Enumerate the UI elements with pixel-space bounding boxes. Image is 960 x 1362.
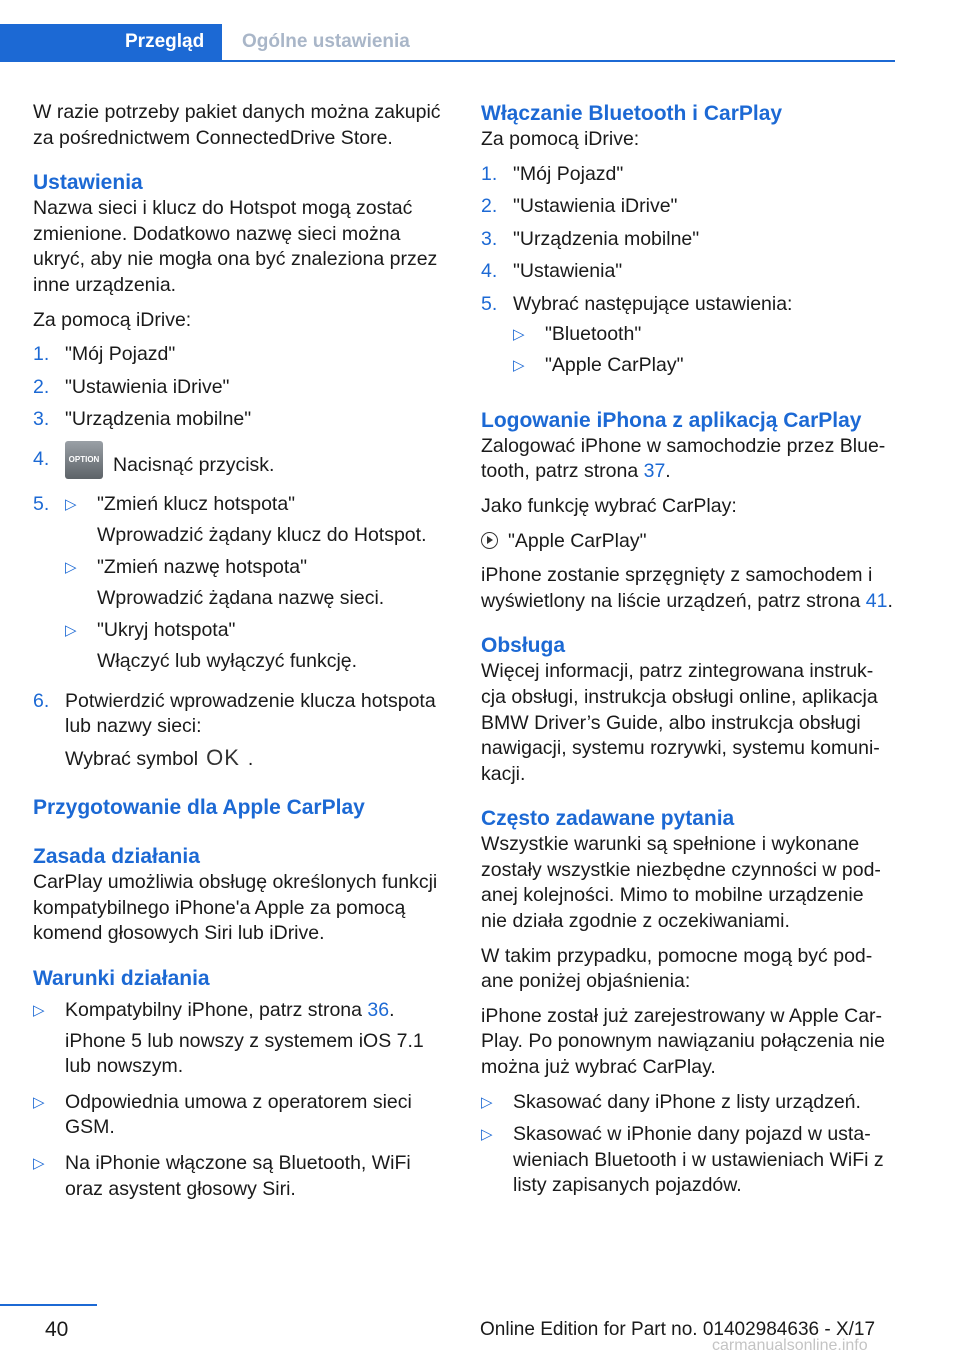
sub-item-text: "Apple CarPlay" (545, 354, 684, 377)
login-text-3 (481, 529, 895, 555)
sub-item (513, 353, 895, 379)
list-item (481, 1122, 895, 1199)
list-item (481, 194, 895, 220)
page-link-37[interactable]: 37 (643, 460, 666, 483)
faq-item-text: Skasować w iPhonie dany pojazd w usta‐wieniach Bluetooth i w ustawieniach WiFi z listy zapisanych pojazdów. (513, 1123, 884, 1197)
step-text: "Mój Pojazd" (65, 343, 176, 366)
list-item (33, 492, 451, 682)
tab-general-settings[interactable]: Ogólne ustawienia (242, 31, 410, 52)
triangle-bullet-icon: ▷ (513, 357, 525, 375)
login-text: iPhone zostanie sprzęgnięty z samochodem i wyświetlony na liście urządzeń, patrz strona (481, 564, 873, 612)
triangle-bullet-icon: ▷ (33, 1002, 45, 1020)
condition-text: Odpowiednia umowa z operatorem sieci GSM. (65, 1090, 412, 1139)
bluetooth-heading: Włączanie Bluetooth i CarPlay (481, 102, 783, 125)
sub-item-note: Wprowadzić żądana nazwę sieci. (97, 586, 385, 609)
tab-overview[interactable]: Przegląd (0, 24, 222, 60)
list-item (33, 1151, 451, 1202)
list-item (33, 447, 451, 485)
step-text: "Ustawienia" (513, 260, 623, 283)
operation-text: Więcej informacji, patrz zintegrowana instruk‐cja obsługi, instrukcja obsługi online, aplikacja BMW Driver’s Guide, albo instrukcja obsługi nawigacji, systemu rozrywki, systemu komuni‐kacji. (481, 660, 880, 785)
faq-text-2: W takim przypadku, pomocne mogą być pod‐ane poniżej objaśnienia: (481, 944, 873, 993)
login-text-1 (481, 434, 895, 485)
triangle-bullet-icon: ▷ (513, 325, 525, 343)
sub-item-note: Wprowadzić żądany klucz do Hotspot. (97, 523, 427, 546)
triangle-bullet-icon: ▷ (65, 495, 77, 513)
left-column (33, 100, 451, 1210)
page-number: 40 (45, 1318, 69, 1341)
list-item (33, 342, 451, 368)
sub-item-text: "Ukryj hotspota" (97, 619, 236, 642)
faq-text-1: Wszystkie warunki są spełnione i wykonane zostały wszystkie niezbędne czynności w pod‐anej kolejności. Mimo to mobilne urządzenie nie działa zgodnie z oczekiwaniami. (481, 833, 881, 933)
condition-note: iPhone 5 lub nowszy z systemem iOS 7.1 lub nowszym. (65, 1029, 424, 1078)
triangle-bullet-icon: ▷ (65, 559, 77, 577)
login-heading: Logowanie iPhona z aplikacją CarPlay (481, 408, 862, 432)
sub-item (65, 618, 451, 674)
step-number: 3. (33, 408, 50, 431)
watermark: carmanualsonline.info (712, 1337, 868, 1354)
ok-symbol-icon: OK (206, 744, 240, 770)
play-circle-icon (481, 532, 498, 549)
sub-item (65, 492, 451, 548)
principle-text: CarPlay umożliwia obsługę określonych funkcji kompatybilnego iPhone'a Apple za pomocą komend głosowych Siri lub iDrive. (33, 871, 438, 945)
sub-item-text: "Zmień klucz hotspota" (97, 492, 296, 515)
step-text: "Ustawienia iDrive" (65, 375, 230, 398)
step-text: Nacisnąć przycisk. (113, 454, 275, 477)
list-item (481, 259, 895, 285)
step-note: Wybrać symbol (65, 747, 199, 770)
sub-item (65, 555, 451, 611)
sub-item-text: "Bluetooth" (545, 322, 642, 345)
right-column (481, 100, 895, 1207)
list-item (33, 689, 451, 773)
list-item (33, 1090, 451, 1141)
settings-steps (33, 342, 451, 772)
faq-text-3: iPhone został już zarejestrowany w Apple Car‐Play. Po ponownym nawiązaniu połączenia nie można już wybrać CarPlay. (481, 1004, 885, 1079)
sub-item-text: "Zmień nazwę hotspota" (97, 556, 308, 579)
carplay-prep-heading: Przygotowanie dla Apple CarPlay (33, 796, 365, 820)
header-rule (0, 60, 895, 62)
step-note-end: . (247, 747, 254, 770)
step-number: 1. (481, 162, 498, 185)
page-link-41[interactable]: 41 (865, 589, 888, 612)
list-item (33, 998, 451, 1080)
triangle-bullet-icon: ▷ (33, 1093, 45, 1111)
login-text-end: . (665, 460, 671, 483)
sub-item-note: Włączyć lub wyłączyć funkcję. (97, 649, 358, 672)
step-text: Potwierdzić wprowadzenie klucza hotspota lub nazwy sieci: (65, 689, 436, 738)
bluetooth-via: Za pomocą iDrive: (481, 128, 640, 150)
step-number: 4. (33, 447, 50, 470)
login-option: "Apple CarPlay" (508, 529, 647, 552)
conditions-list (33, 998, 451, 1202)
intro-text: W razie potrzeby pakiet danych można zakupić za pośrednictwem ConnectedDrive Store. (33, 101, 441, 149)
faq-item-text: Skasować dany iPhone z listy urządzeń. (513, 1090, 861, 1113)
step-text: "Urządzenia mobilne" (65, 408, 252, 431)
settings-heading: Ustawienia (33, 171, 143, 195)
login-text-end: . (887, 589, 893, 612)
step-text: "Urządzenia mobilne" (513, 227, 700, 250)
faq-list (481, 1090, 895, 1199)
faq-heading: Często zadawane pytania (481, 807, 735, 831)
bluetooth-steps (481, 162, 895, 389)
triangle-bullet-icon: ▷ (33, 1155, 45, 1173)
step-number: 5. (33, 492, 50, 515)
triangle-bullet-icon: ▷ (481, 1126, 493, 1144)
step-number: 4. (481, 260, 498, 283)
list-item (481, 1090, 895, 1116)
edition-text: Online Edition for Part no. 01402984636 - X/17 (480, 1319, 876, 1340)
step-number: 2. (33, 375, 50, 398)
triangle-bullet-icon: ▷ (481, 1093, 493, 1111)
login-text: Zalogować iPhone w samochodzie przez Blue‐tooth, patrz strona (481, 434, 886, 483)
condition-end: . (389, 999, 395, 1022)
step-number: 6. (33, 689, 50, 712)
login-text-4 (481, 563, 895, 614)
settings-via: Za pomocą iDrive: (33, 308, 192, 331)
conditions-heading: Warunki działania (33, 967, 210, 991)
condition-text: Na iPhonie włączone są Bluetooth, WiFi oraz asystent głosowy Siri. (65, 1152, 411, 1200)
footer-rule (0, 1304, 97, 1306)
triangle-bullet-icon: ▷ (65, 622, 77, 640)
login-text-2: Jako funkcję wybrać CarPlay: (481, 494, 737, 517)
step-number: 1. (33, 343, 50, 366)
list-item (481, 227, 895, 253)
step-number: 3. (481, 227, 498, 250)
list-item (481, 162, 895, 188)
step-number: 2. (481, 195, 498, 218)
condition-text: Kompatybilny iPhone, patrz strona (65, 999, 362, 1022)
step-number: 5. (481, 292, 498, 315)
list-item (33, 407, 451, 433)
page-link-36[interactable]: 36 (367, 999, 390, 1022)
step-text: "Mój Pojazd" (513, 162, 624, 185)
option-button-icon: OPTION (65, 441, 103, 479)
principle-heading: Zasada działania (33, 845, 200, 869)
list-item (481, 292, 895, 389)
sub-item (513, 322, 895, 348)
settings-text: Nazwa sieci i klucz do Hotspot mogą zostać zmienione. Dodatkowo nazwę sieci można ukryć, aby nie mogła ona być znaleziona przez inne urządzenia. (33, 197, 438, 296)
step-text: Wybrać następujące ustawienia: (513, 292, 793, 315)
list-item (33, 375, 451, 401)
page-header (0, 0, 960, 62)
step-text: "Ustawienia iDrive" (513, 195, 678, 218)
operation-heading: Obsługa (481, 634, 566, 658)
